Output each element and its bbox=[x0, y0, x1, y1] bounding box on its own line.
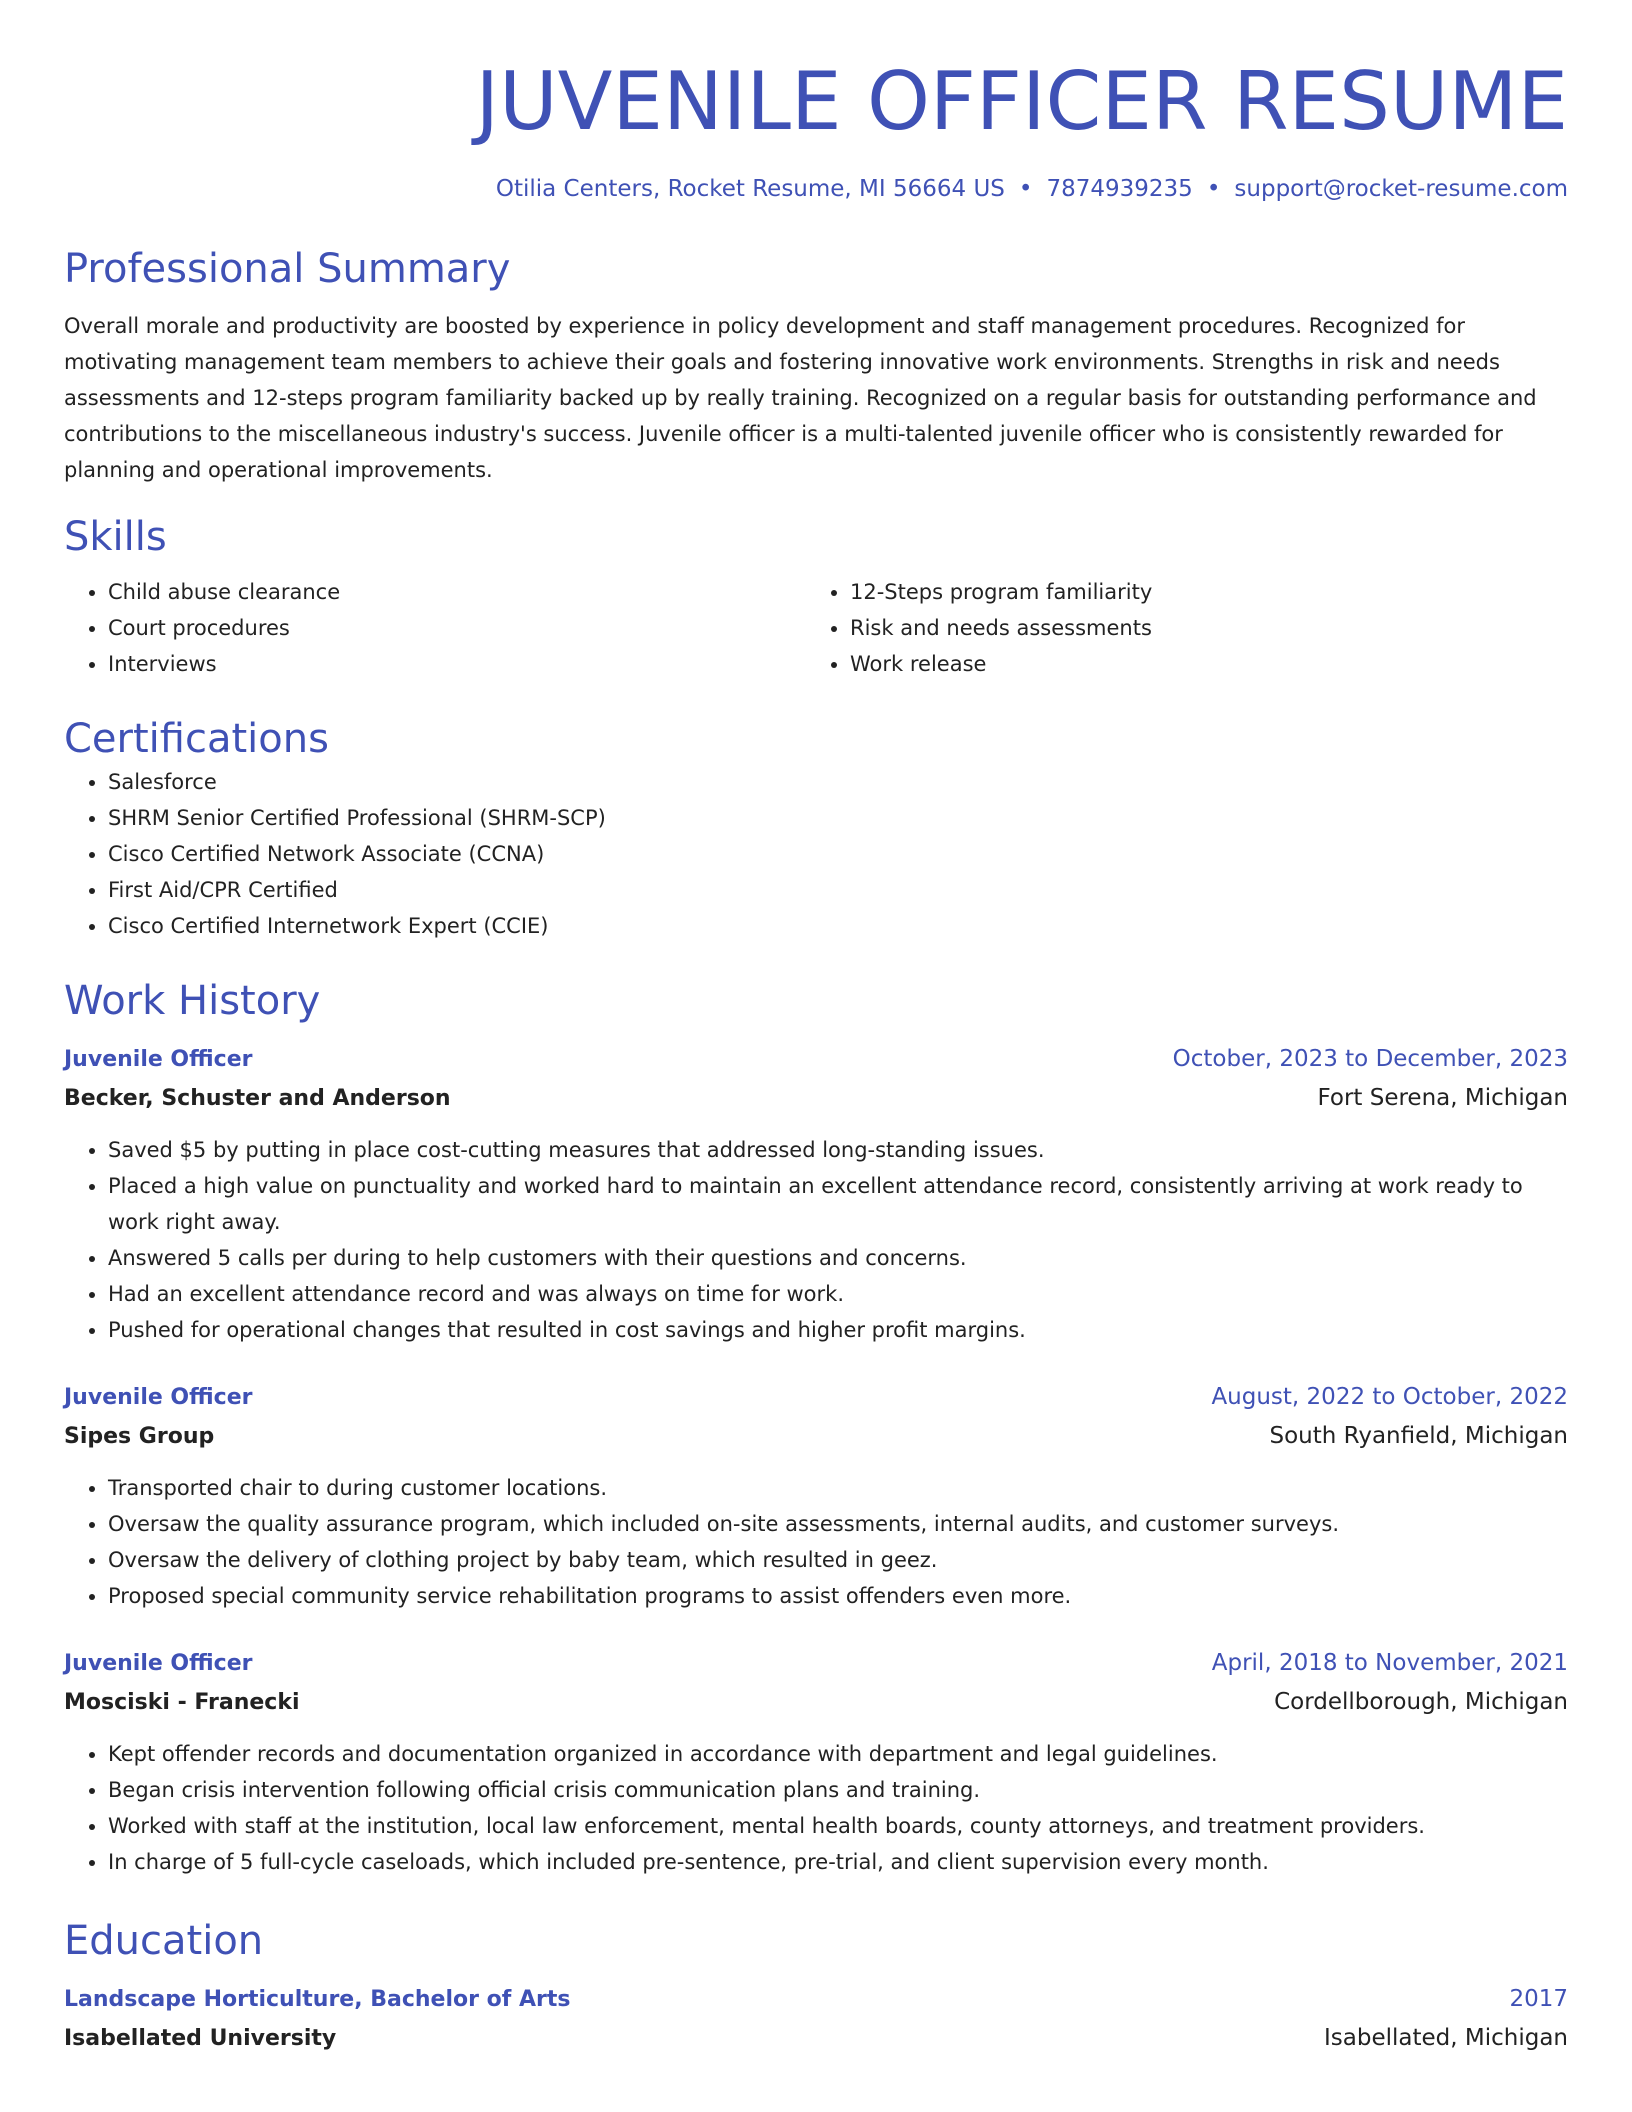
job-title: Juvenile Officer bbox=[64, 1047, 253, 1072]
job-dates: October, 2023 to December, 2023 bbox=[1172, 1046, 1568, 1072]
job-bullet: • Answered 5 calls per during to help customers with their questions and concerns. bbox=[108, 1240, 1568, 1276]
job-bullet: • Worked with staff at the institution, local law enforcement, mental health boards, county attorneys, and treatment providers. bbox=[108, 1808, 1568, 1844]
job-company: Mosciski - Franecki bbox=[64, 1690, 300, 1715]
education-year: 2017 bbox=[1509, 1986, 1568, 2012]
job-dates: April, 2018 to November, 2021 bbox=[1211, 1650, 1568, 1676]
summary-heading: Professional Summary bbox=[64, 246, 511, 292]
job-company: Becker, Schuster and Anderson bbox=[64, 1086, 451, 1111]
job-bullets bbox=[64, 1132, 1568, 1348]
skills-column-right bbox=[806, 574, 1548, 682]
work-history-heading: Work History bbox=[64, 978, 321, 1024]
job-bullet: • Had an excellent attendance record and was always on time for work. bbox=[108, 1276, 1568, 1312]
job-dates: August, 2022 to October, 2022 bbox=[1211, 1384, 1568, 1410]
job-bullet: • Kept offender records and documentation organized in accordance with department and legal guidelines. bbox=[108, 1736, 1568, 1772]
contact-email: support@rocket-resume.com bbox=[1234, 176, 1568, 202]
job-entry bbox=[64, 1378, 1568, 1614]
skills-heading: Skills bbox=[64, 514, 167, 560]
job-bullet: • Transported chair to during customer locations. bbox=[108, 1470, 1568, 1506]
summary-text: Overall morale and productivity are boosted by experience in policy development and staff management procedures. Recognized for motivating management team members to achieve their goals and fostering innovative work environments. Strengths in risk and needs assessments and 12-steps program familiarity backed up by really training. Recognized on a regular basis for outstanding performance and contributions to the miscellaneous industry's success. Juvenile officer is a multi-talented juvenile officer who is consistently rewarded for planning and operational improvements. bbox=[64, 314, 1537, 482]
skill-item: • Risk and needs assessments bbox=[850, 610, 1548, 646]
resume-title: JUVENILE OFFICER RESUME bbox=[475, 55, 1568, 148]
job-location: South Ryanfield, Michigan bbox=[1269, 1423, 1568, 1449]
education-degree: Landscape Horticulture, Bachelor of Arts bbox=[64, 1987, 571, 2012]
skill-item: • Work release bbox=[850, 646, 1548, 682]
contact-line bbox=[64, 174, 1568, 204]
job-bullet: • Oversaw the delivery of clothing project by baby team, which resulted in geez. bbox=[108, 1542, 1568, 1578]
resume-page bbox=[64, 0, 1568, 2058]
certification-item: • Salesforce bbox=[108, 764, 1568, 800]
certifications-heading: Certifications bbox=[64, 716, 329, 762]
skill-item: • 12-Steps program familiarity bbox=[850, 574, 1548, 610]
certification-item: • First Aid/CPR Certified bbox=[108, 872, 1568, 908]
job-bullet: • Began crisis intervention following official crisis communication plans and training. bbox=[108, 1772, 1568, 1808]
skill-item: • Child abuse clearance bbox=[108, 574, 806, 610]
job-title: Juvenile Officer bbox=[64, 1385, 253, 1410]
contact-address: Otilia Centers, Rocket Resume, MI 56664 US bbox=[495, 176, 1005, 202]
certifications-list bbox=[64, 764, 1568, 944]
job-bullet: • Proposed special community service rehabilitation programs to assist offenders even more. bbox=[108, 1578, 1568, 1614]
certification-item: • SHRM Senior Certified Professional (SHRM-SCP) bbox=[108, 800, 1568, 836]
contact-separator: • bbox=[1018, 176, 1033, 202]
job-bullet: • Oversaw the quality assurance program, which included on-site assessments, internal audits, and customer surveys. bbox=[108, 1506, 1568, 1542]
job-bullets bbox=[64, 1736, 1568, 1880]
certification-item: • Cisco Certified Internetwork Expert (CCIE) bbox=[108, 908, 1568, 944]
education-heading: Education bbox=[64, 1918, 264, 1964]
certification-item: • Cisco Certified Network Associate (CCNA) bbox=[108, 836, 1568, 872]
skills-list bbox=[64, 574, 1568, 682]
resume-header bbox=[64, 0, 1568, 204]
job-location: Fort Serena, Michigan bbox=[1317, 1085, 1568, 1111]
job-bullet: • In charge of 5 full-cycle caseloads, which included pre-sentence, pre-trial, and client supervision every month. bbox=[108, 1844, 1568, 1880]
education-entry bbox=[64, 1980, 1568, 2058]
job-entry bbox=[64, 1644, 1568, 1880]
job-title: Juvenile Officer bbox=[64, 1651, 253, 1676]
contact-separator: • bbox=[1206, 176, 1221, 202]
skill-item: • Court procedures bbox=[108, 610, 806, 646]
education-location: Isabellated, Michigan bbox=[1324, 2025, 1568, 2051]
job-company: Sipes Group bbox=[64, 1424, 215, 1449]
contact-phone: 7874939235 bbox=[1046, 176, 1193, 202]
skill-item: • Interviews bbox=[108, 646, 806, 682]
job-bullet: • Pushed for operational changes that resulted in cost savings and higher profit margins. bbox=[108, 1312, 1568, 1348]
job-location: Cordellborough, Michigan bbox=[1274, 1689, 1568, 1715]
job-bullet: • Placed a high value on punctuality and worked hard to maintain an excellent attendance record, consistently arriving at work ready to work right away. bbox=[108, 1168, 1568, 1240]
job-entry bbox=[64, 1040, 1568, 1348]
job-bullets bbox=[64, 1470, 1568, 1614]
skills-column-left bbox=[64, 574, 806, 682]
job-bullet: • Saved $5 by putting in place cost-cutting measures that addressed long-standing issues. bbox=[108, 1132, 1568, 1168]
education-school: Isabellated University bbox=[64, 2026, 337, 2051]
